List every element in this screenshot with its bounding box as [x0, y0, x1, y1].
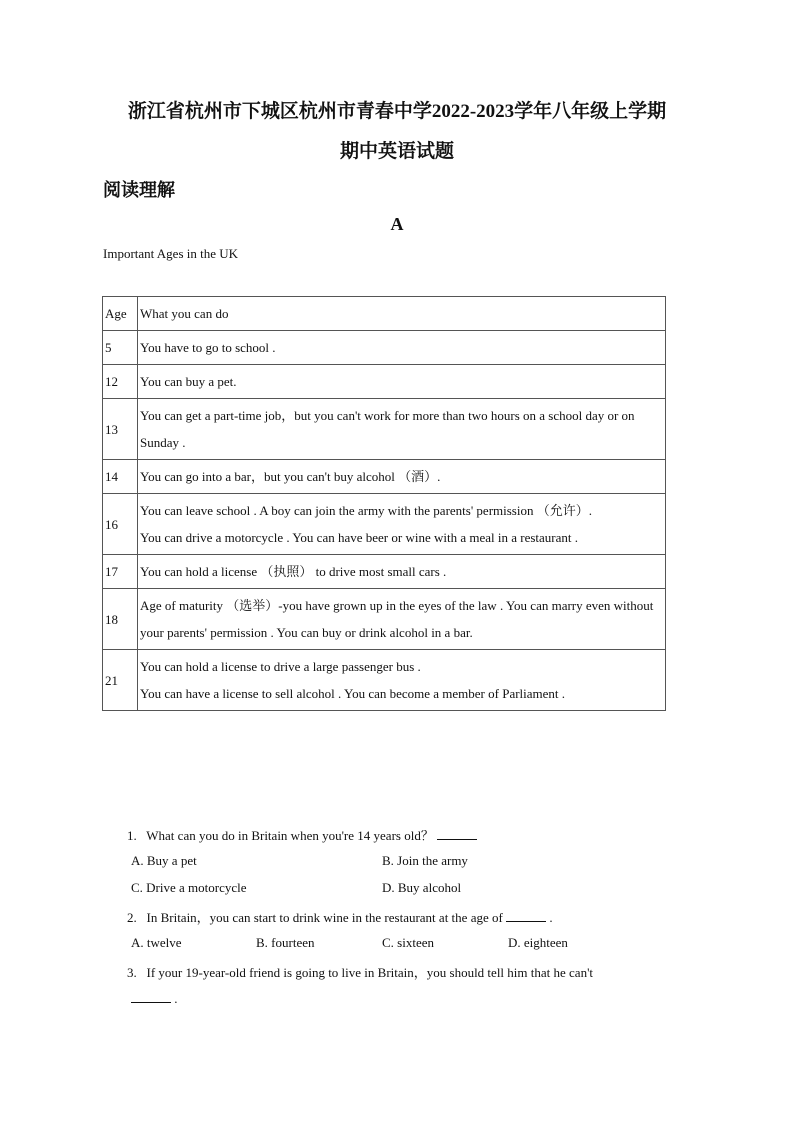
table-row — [103, 460, 666, 494]
option-2c[interactable]: C. sixteen — [382, 935, 434, 950]
option-1c[interactable]: C. Drive a motorcycle — [131, 880, 247, 895]
table-cell-age: 5 — [103, 331, 138, 365]
option-1b[interactable]: B. Join the army — [382, 853, 468, 868]
question-text: If your 19-year-old friend is going to live in Britain，you should tell him that he can't — [146, 965, 594, 980]
option-2b[interactable]: B. fourteen — [256, 935, 315, 950]
question-1 — [127, 825, 477, 844]
option-1d[interactable]: D. Buy alcohol — [382, 880, 462, 895]
table-cell-age: 18 — [103, 589, 138, 650]
question-text: In Britain，you can start to drink wine in the restaurant at the age of — [146, 910, 503, 925]
question-number: 3. — [127, 965, 137, 980]
answer-blank[interactable] — [131, 990, 171, 1003]
table-row — [103, 494, 666, 555]
document-title-line1: 浙江省杭州市下城区杭州市青春中学2022-2023学年八年级上学期 — [127, 101, 667, 122]
answer-blank[interactable] — [506, 909, 546, 922]
table-cell-text: You have to go to school . — [138, 331, 666, 365]
table-row — [103, 650, 666, 711]
option-1a[interactable]: A. Buy a pet — [131, 853, 197, 868]
table-cell-text: You can buy a pet. — [138, 365, 666, 399]
section-heading: 阅读理解 — [103, 180, 175, 200]
answer-blank[interactable] — [437, 827, 477, 840]
question-end: . — [549, 910, 553, 925]
table-cell-age: 16 — [103, 494, 138, 555]
table-cell-line: You can drive a motorcycle . You can have beer or wine with a meal in a restaurant . — [140, 530, 579, 545]
table-cell-text: You can go into a bar，but you can't buy alcohol （酒）. — [138, 460, 666, 494]
table-row — [103, 555, 666, 589]
question-end: . — [174, 991, 178, 1006]
table-cell-line: You can have a license to sell alcohol . You can become a member of Parliament . — [140, 686, 566, 701]
question-text: What can you do in Britain when you're 14 years old？ — [146, 828, 434, 843]
question-number: 2. — [127, 910, 137, 925]
question-2 — [127, 907, 553, 926]
table-cell-line: You can leave school . A boy can join the army with the parents' permission （允许）. — [140, 503, 592, 518]
question-3 — [127, 962, 593, 981]
table-cell-age: 17 — [103, 555, 138, 589]
table-cell-text — [138, 650, 666, 711]
document-title-line2: 期中英语试题 — [339, 141, 454, 162]
table-cell-age: 12 — [103, 365, 138, 399]
table-row — [103, 331, 666, 365]
table-cell-age: 13 — [103, 399, 138, 460]
table-row — [103, 365, 666, 399]
table-cell-age: 14 — [103, 460, 138, 494]
table-header-row — [103, 297, 666, 331]
table-cell-text: You can get a part-time job，but you can't work for more than two hours on a school day or on Sunday . — [138, 399, 666, 460]
table-row — [103, 399, 666, 460]
table-row — [103, 589, 666, 650]
question-number: 1. — [127, 828, 137, 843]
table-cell-text: Age of maturity （选举）-you have grown up in the eyes of the law . You can marry even without your parents' permission . You can buy or drink alcohol in a bar. — [138, 589, 666, 650]
table-cell-text: You can hold a license （执照） to drive most small cars . — [138, 555, 666, 589]
option-2d[interactable]: D. eighteen — [508, 935, 568, 950]
passage-subtitle: Important Ages in the UK — [103, 246, 239, 261]
table-header-what: What you can do — [138, 297, 666, 331]
table-cell-age: 21 — [103, 650, 138, 711]
table-header-age: Age — [103, 297, 138, 331]
ages-table — [102, 296, 666, 711]
question-3-continuation — [131, 990, 178, 1007]
table-cell-text — [138, 494, 666, 555]
table-cell-line: You can hold a license to drive a large passenger bus . — [140, 659, 421, 674]
option-2a[interactable]: A. twelve — [131, 935, 182, 950]
passage-label: A — [390, 214, 404, 234]
